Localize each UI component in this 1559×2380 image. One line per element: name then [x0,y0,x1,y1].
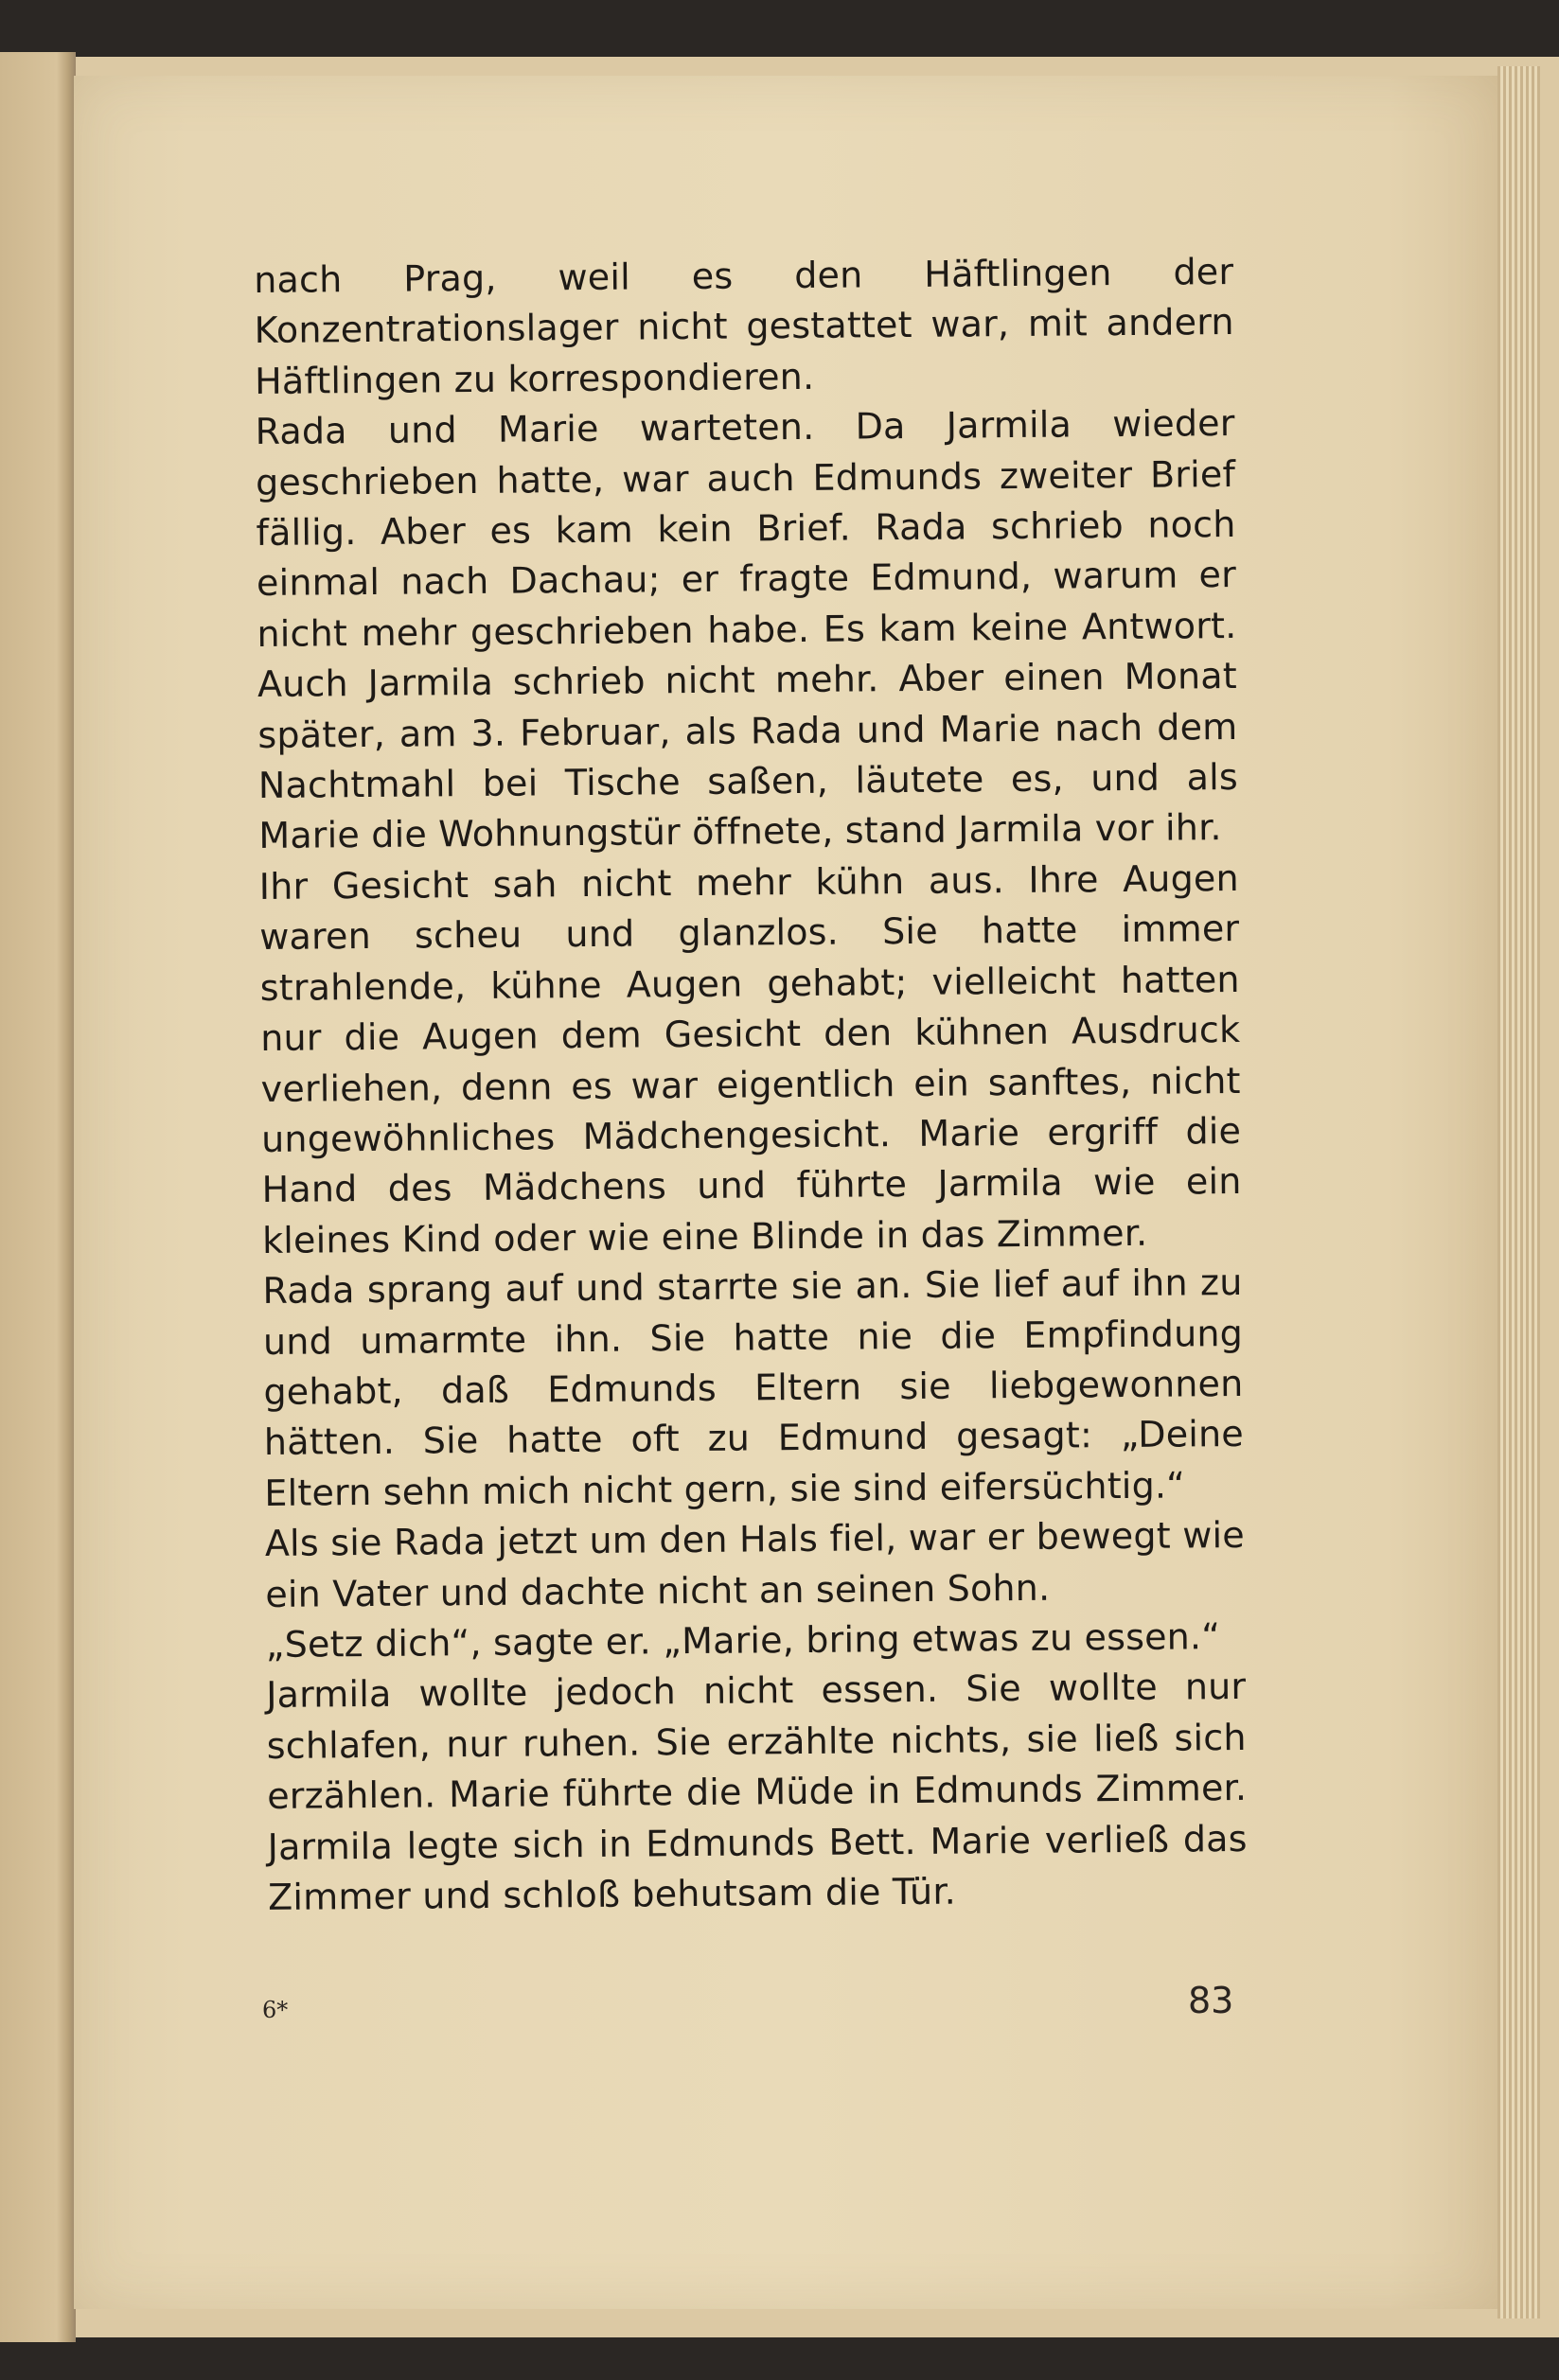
signature-mark: 6* [262,1997,289,2023]
paragraph-6: „Setz dich“, sagte er. „Marie, bring etwas zu essen.“ [265,1615,1221,1666]
page-number: 83 [1188,1980,1234,2021]
book-cover-edge [0,52,76,2342]
paragraph-5: Als sie Rada jetzt um den Hals fiel, war er bewegt wie ein Vater und dachte nicht an seinen Sohn. [264,1514,1246,1615]
paragraph-7: Jarmila wollte jedoch nicht essen. Sie wollte nur schlafen, nur ruhen. Sie erzählte nichts, sie ließ sich erzählen. Marie führte die Müde in Edmunds Zimmer. Jarmila legte sich in Edmunds Bett. Marie verließ das Zimmer und schloß behutsam die Tür. [266,1666,1248,1918]
paragraph-2: Rada und Marie warteten. Da Jarmila wieder geschrieben hatte, war auch Edmunds zweiter Brief fällig. Aber es kam kein Brief. Rada schrieb noch einmal nach Dachau; er fragte Edmund, warum er nicht mehr geschrieben habe. Es kam keine Antwort. Auch Jarmila schrieb nicht mehr. Aber einen Monat später, am 3. Februar, als Rada und Marie nach dem Nachtmahl bei Tische saßen, läutete es, und als Marie die Wohnungstür öffnete, stand Jarmila vor ihr. [255,402,1239,857]
page-block-edges [1497,66,1540,2318]
paragraph-1: nach Prag, weil es den Häftlingen der Konzentrationslager nicht gestattet war, mit andern Häftlingen zu korrespondieren. [254,250,1234,402]
body-text [254,247,1248,1923]
paragraph-4: Rada sprang auf und starrte sie an. Sie lief auf ihn zu und umarmte ihn. Sie hatte nie die Empfindung gehabt, daß Edmunds Eltern sie liebgewonnen hätten. Sie hatte oft zu Edmund gesagt: „Deine Eltern sehn mich nicht gern, sie sind eifersüchtig.“ [262,1261,1245,1514]
paragraph-3: Ihr Gesicht sah nicht mehr kühn aus. Ihre Augen waren scheu und glanzlos. Sie hatte immer strahlende, kühne Augen gehabt; vielleicht hatten nur die Augen dem Gesicht den kühnen Ausdruck verliehen, denn es war eigentlich ein sanftes, nicht ungewöhnliches Mädchengesicht. Marie ergriff die Hand des Mädchens und führte Jarmila wie ein kleines Kind oder wie eine Blinde in das Zimmer. [258,856,1242,1261]
